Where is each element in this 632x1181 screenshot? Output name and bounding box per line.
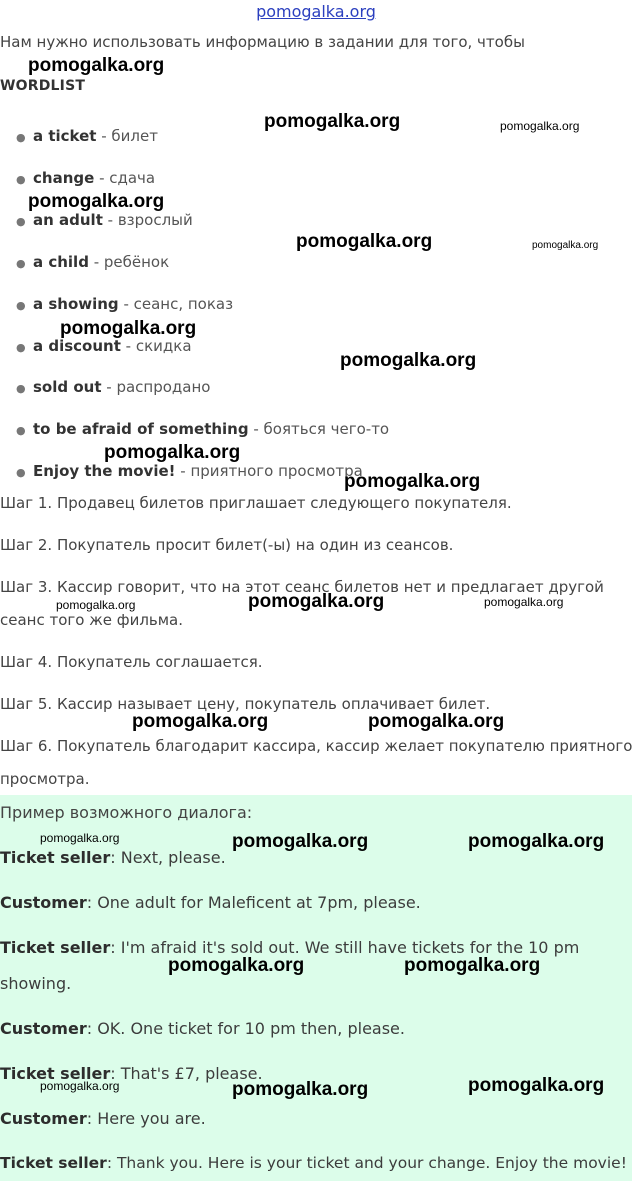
wordlist-item: ● a child - ребёнок [16,253,170,271]
watermark: pomogalka.org [468,1075,605,1096]
watermark: pomogalka.org [404,955,541,976]
watermark: pomogalka.org [28,191,165,212]
watermark: pomogalka.org [28,55,165,76]
wordlist-item: ● to be afraid of something - бояться чего-то [16,420,390,438]
watermark: pomogalka.org [264,111,401,132]
watermark: pomogalka.org [248,591,385,612]
watermark: pomogalka.org [468,831,605,852]
watermark: pomogalka.org [344,471,481,492]
dialog-line: Ticket seller: I'm afraid it's sold out. We still have tickets for the 10 pm [0,938,580,957]
watermark: pomogalka.org [232,831,369,852]
step-3-continued: сеанс того же фильма. [0,611,184,629]
watermark: pomogalka.org [296,231,433,252]
wordlist-item: ● a showing - сеанс, показ [16,295,234,313]
bullet-icon: ● [16,131,26,144]
wordlist-title: WORDLIST [0,78,86,94]
dialog-line: showing. [0,974,72,993]
bullet-icon: ● [16,382,26,395]
dialog-line: Customer: Here you are. [0,1109,206,1128]
step-4: Шаг 4. Покупатель соглашается. [0,653,263,671]
bullet-icon: ● [16,257,26,270]
watermark: pomogalka.org [500,119,580,133]
watermark: pomogalka.org [368,711,505,732]
bullet-icon: ● [16,424,26,437]
wordlist-item: ● change - сдача [16,169,156,187]
wordlist-item: ● sold out - распродано [16,378,211,396]
watermark: pomogalka.org [132,711,269,732]
step-6-continued: просмотра. [0,770,90,788]
watermark: pomogalka.org [340,350,477,371]
bullet-icon: ● [16,299,26,312]
wordlist-item: ● an adult - взрослый [16,211,193,229]
dialog-line: Customer: One adult for Maleficent at 7pm, please. [0,893,421,912]
dialog-line: Ticket seller: Thank you. Here is your ticket and your change. Enjoy the movie! [0,1154,627,1172]
step-1: Шаг 1. Продавец билетов приглашает следующего покупателя. [0,494,512,512]
dialog-intro: Пример возможного диалога: [0,803,253,822]
step-2: Шаг 2. Покупатель просит билет(-ы) на один из сеансов. [0,536,454,554]
step-6: Шаг 6. Покупатель благодарит кассира, кассир желает покупателю приятного [0,737,632,755]
step-5: Шаг 5. Кассир называет цену, покупатель оплачивает билет. [0,695,491,713]
watermark: pomogalka.org [60,318,197,339]
watermark: pomogalka.org [232,1079,369,1100]
watermark: pomogalka.org [168,955,305,976]
dialog-line: Ticket seller: Next, please. [0,848,226,867]
site-header-link[interactable]: pomogalka.org [256,2,376,21]
watermark: pomogalka.org [40,1079,120,1093]
bullet-icon: ● [16,173,26,186]
bullet-icon: ● [16,215,26,228]
watermark: pomogalka.org [56,598,136,612]
wordlist-item: ● a discount - скидка [16,337,192,355]
intro-text: Нам нужно использовать информацию в задании для того, чтобы [0,33,525,51]
dialog-line: Customer: OK. One ticket for 10 pm then, please. [0,1019,405,1038]
watermark: pomogalka.org [40,831,120,845]
watermark: pomogalka.org [104,442,241,463]
bullet-icon: ● [16,341,26,354]
bullet-icon: ● [16,466,26,479]
watermark: pomogalka.org [532,240,599,251]
watermark: pomogalka.org [484,595,564,609]
wordlist-item: ● a ticket - билет [16,127,158,145]
wordlist-item: ● Enjoy the movie! - приятного просмотра [16,462,363,480]
step-3: Шаг 3. Кассир говорит, что на этот сеанс билетов нет и предлагает другой [0,578,604,596]
dialog-line: Ticket seller: That's £7, please. [0,1064,263,1083]
